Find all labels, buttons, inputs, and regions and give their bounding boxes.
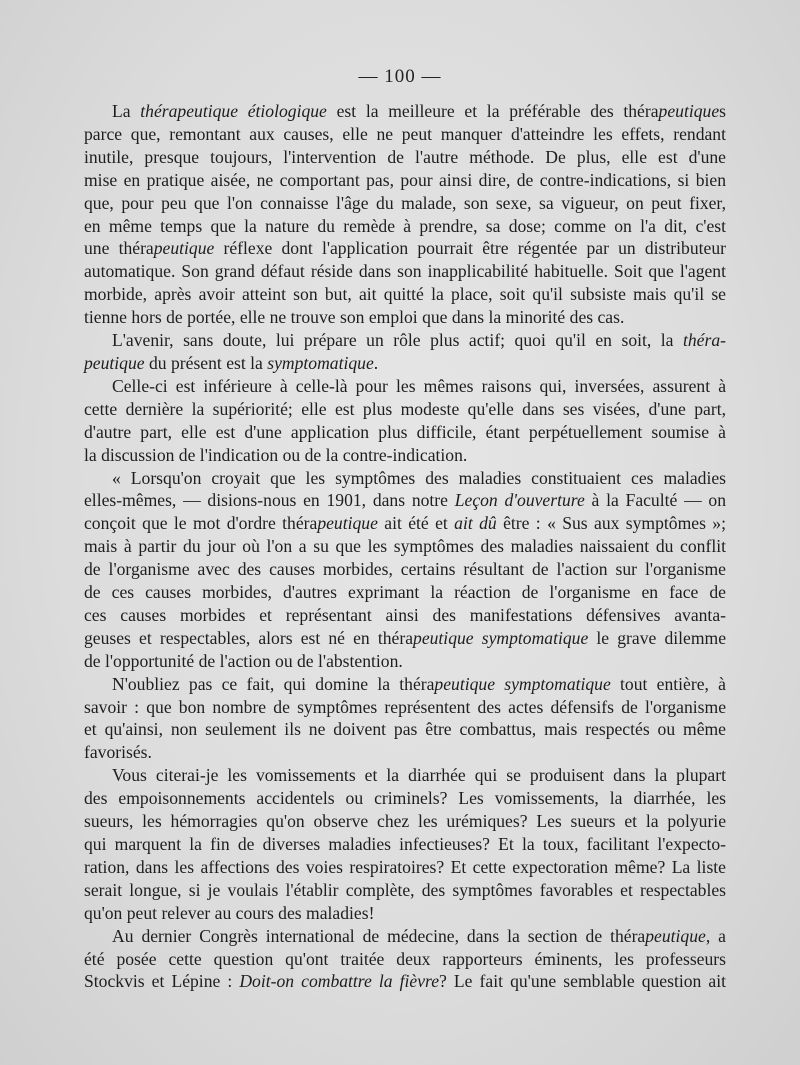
- text-line: ces causes morbides et représentant ainsi des manifestations défensives avanta-: [84, 604, 726, 625]
- text-line: d'autre part, elle est d'une application plus difficile, étant perpétuellement soumise à: [84, 421, 726, 442]
- text-line: cette dernière la supériorité; elle est plus modeste qu'elle dans ses visées, d'une part,: [84, 398, 726, 419]
- text-line: serait longue, si je voulais l'établir complète, des symptômes favorables et respectables: [84, 879, 726, 900]
- text-line: Au dernier Congrès international de médecine, dans la section de thérapeutique, a: [112, 925, 726, 946]
- text-line: savoir : que bon nombre de symptômes représentent des actes défensifs de l'organisme: [84, 696, 726, 717]
- text-line: geuses et respectables, alors est né en thérapeutique symptomatique le grave dilemme: [84, 627, 727, 648]
- text-line: qui marquent la fin de diverses maladies infectieuses? Et la toux, facilitant l'expecto-: [84, 834, 726, 854]
- text-line: et qu'ainsi, non seulement ils ne doivent pas être combattus, mais respectés ou même: [84, 719, 726, 740]
- text-line: « Lorsqu'on croyait que les symptômes des maladies constituaient ces maladies: [112, 467, 726, 488]
- text-line: sueurs, les hémorragies qu'on observe chez les urémiques? Les sueurs et la polyurie: [84, 811, 726, 832]
- text-line: ration, dans les affections des voies respiratoires? Et cette expectoration même? La liste: [84, 856, 726, 877]
- text-line: de l'opportunité de l'action ou de l'abstention.: [84, 650, 403, 671]
- text-line: tienne hors de portée, elle ne trouve son emploi que dans la minorité des cas.: [84, 307, 625, 328]
- text-line: une thérapeutique réflexe dont l'application pourrait être régentée par un distributeur: [84, 238, 726, 259]
- text-line: automatique. Son grand défaut réside dans son inapplicabilité habituelle. Soit que l'agent: [84, 261, 726, 282]
- text-line: mise en pratique aisée, ne comportant pas, pour ainsi dire, de contre-indications, si bien: [84, 169, 726, 190]
- body-text: [84, 100, 726, 993]
- text-line: qu'on peut relever au cours des maladies!: [84, 902, 375, 923]
- text-line: de ces causes morbides, d'autres exprimant la réaction de l'organisme en face de: [84, 582, 726, 603]
- text-line: été posée cette question qu'ont traitée deux rapporteurs éminents, les professeurs: [84, 948, 726, 969]
- text-line: la discussion de l'indication ou de la contre-indication.: [84, 444, 468, 465]
- text-line: N'oubliez pas ce fait, qui domine la thérapeutique symptomatique tout entière, à: [112, 673, 726, 694]
- text-line: de l'organisme avec des causes morbides, certains résultant de l'action sur l'organisme: [84, 559, 726, 580]
- text-line: Celle-ci est inférieure à celle-là pour les mêmes raisons qui, inversées, assurent à: [112, 375, 726, 396]
- text-line: La thérapeutique étiologique est la meilleure et la préférable des thérapeutiques: [112, 101, 726, 121]
- text-line: morbide, après avoir atteint son but, ait quitté la place, soit qu'il subsiste mais qu'il se: [84, 284, 726, 305]
- text-line: favorisés.: [84, 742, 152, 763]
- text-line: en même temps que la nature du remède à prendre, sa dose; comme on l'a dit, c'est: [84, 215, 726, 236]
- text-line: L'avenir, sans doute, lui prépare un rôle plus actif; quoi qu'il en soit, la théra-: [112, 330, 726, 351]
- text-line: Stockvis et Lépine : Doit-on combattre la fièvre? Le fait qu'une semblable question ait: [84, 971, 726, 992]
- page-number: — 100 —: [358, 66, 442, 87]
- text-line: peutique du présent est la symptomatique.: [84, 352, 379, 373]
- text-line: inutile, presque toujours, l'intervention de l'autre méthode. De plus, elle est d'une: [84, 146, 726, 167]
- text-line: parce que, remontant aux causes, elle ne peut manquer d'atteindre les effets, rendant: [84, 123, 726, 144]
- text-line: conçoit que le mot d'ordre thérapeutique ait été et ait dû être : « Sus aux symptômes »;: [84, 513, 726, 534]
- text-line: elles-mêmes, — disions-nous en 1901, dans notre Leçon d'ouverture à la Faculté — on: [84, 490, 727, 511]
- text-line: que, pour peu que l'on connaisse l'âge du malade, son sexe, sa vigueur, on peut fixer,: [84, 192, 726, 213]
- text-line: des empoisonnements accidentels ou criminels? Les vomissements, la diarrhée, les: [84, 788, 726, 809]
- text-line: Vous citerai-je les vomissements et la diarrhée qui se produisent dans la plupart: [112, 765, 726, 786]
- text-line: mais à partir du jour où l'on a su que les symptômes des maladies naissaient du conflit: [84, 536, 726, 557]
